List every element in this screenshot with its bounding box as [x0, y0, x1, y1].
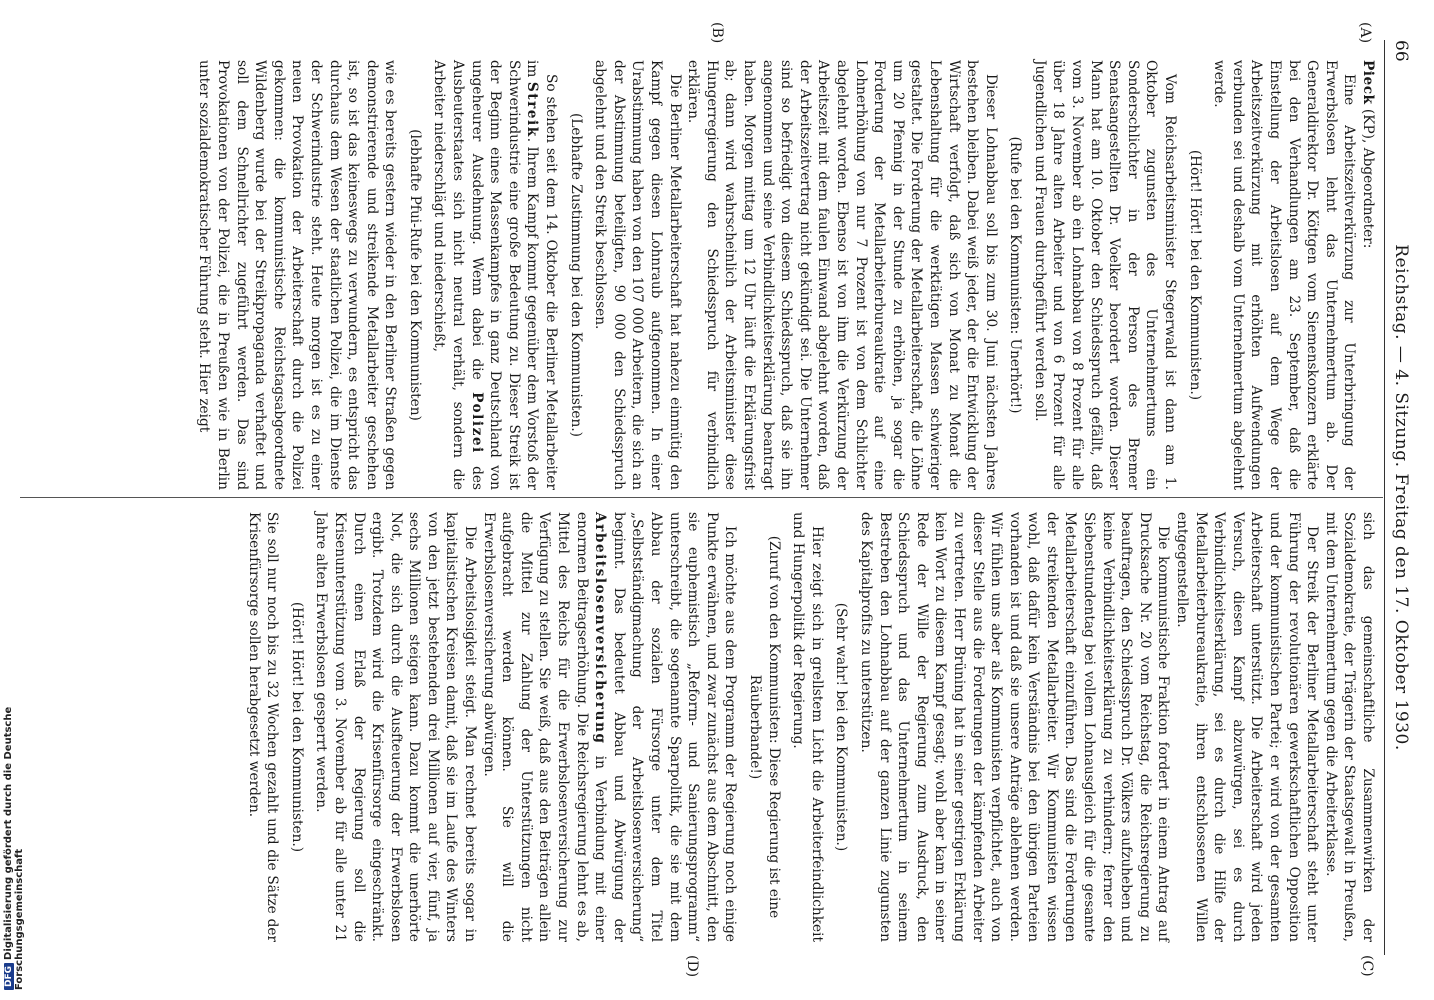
page-title: Reichstag. — 4. Sitzung. Freitag den 17. Oktober 1930.	[1391, 244, 1411, 751]
margin-marker-b: (B)	[709, 22, 725, 44]
footer-text: Digitalisierung gefördert durch die Deutsche Forschungsgemeinschaft	[3, 706, 25, 990]
interjection: (Hört! Hört! bei den Kommunisten.)	[1186, 149, 1203, 401]
paragraph: Vom Reichsarbeitsminister Stegerwald ist dann am 1. Oktober zugunsten des Unternehmertums ein Sonderschlichter in der Person des Bremer Senatsangestellten Dr. Voelker beordert worden. Dieser Mann hat am 10. Oktober den Schiedsspruch gefällt, daß vom 3. November ab ein Lohnabbau von 8 Prozent für alle über 18 Jahre alten Arbeiter und von 6 Prozent für alle Jugendlichen und Frauen durchgeführt werden soll.	[1031, 60, 1179, 490]
page-number: 66	[1391, 40, 1411, 62]
paragraph: Der Streik der Berliner Metallarbeiterschaft steht unter Führung der revolutionären gewerkschaftlichen Opposition und der kommunistischen Partei; er wird von der gesamten Arbeiterschaft unterstützt. Die Arbeiterschaft wird jeden Versuch, diesen Kampf abzuwürgen, sei es durch Verbindlichkeitserklärung, sei es durch die Hilfe der Metallarbeiterbureaukratie, ihren entschlossenen Willen entgegenstellen.	[1174, 512, 1321, 942]
digitization-footer	[3, 590, 25, 990]
interjection: (Hört! Hört! bei den Kommunisten.)	[288, 601, 305, 853]
interjection: (Rufe bei den Kommunisten: Unerhört!)	[1007, 136, 1024, 414]
paragraph: sich das gemeinschaftliche Zusammenwirken der Sozialdemokratie, der Trägerin der Staatsgewalt in Preußen, mit dem Unternehmertum gegen die Arbeiterklasse.	[1322, 512, 1376, 942]
emphasis-text: Polizei	[468, 392, 485, 454]
paragraph: Die Arbeitslosigkeit steigt. Man rechnet bereits sogar in kapitalistischen Kreisen damit, daß sie im Laufe des Winters von den jetzt bestehenden drei Millionen auf vier, fünf, ja sechs Millionen steigen kann. Dazu kommt die unerhörte Not, die sich durch die Ausfteuerung der Erwerbslosen ergibt. Trotzdem wird die Krisenfürsorge eingeschränkt. Durch einen Erlaß der Regierung soll die Krisenunterstützung vom 3. November ab für alle unter 21 Jahre alten Erwerbslosen gesperrt werden.	[313, 512, 479, 942]
paragraph	[479, 512, 739, 942]
header-rule	[1384, 40, 1385, 955]
margin-marker-c: (C)	[1359, 955, 1375, 977]
speaker-party: (KP), Abgeordneter:	[1360, 104, 1376, 249]
speaker-name: Pieck	[1360, 60, 1376, 105]
text-run: Ich möchte aus dem Programm der Regierung noch einige Punkte erwähnen, und zwar zunächst aus dem Abschnitt, den sie euphemistisch „Reform- und Sanierungsprogramm“ unterschreibt, die sogenannte Sparpolitik, die sie mit dem Abbau der sozialen Fürsorge unter dem Titel „Selbstständigmachung der Arbeitslosenversicherung“ beginnt. Das bedeutet Abbau und Abwürgung der	[610, 512, 739, 942]
interjection: (Sehr wahr! bei den Kommunisten.)	[833, 602, 850, 852]
speaker-line	[1358, 60, 1377, 490]
text-run: in Verbindung mit einer enormen Beitragserhöhung. Die Reichsregierung lehnt es ab, Mittel des Reichs für die Erwerbslosenversicherung zur Verfügung zu stellen. Sie weiß, daß aus den Beiträgen allein die Mittel zur Zahlung der Unterstützungen nicht aufgebracht werden können. Sie will die Erwerbslosenversicherung abwürgen.	[480, 512, 609, 942]
paragraph: wie es bereits gestern wieder in den Berliner Straßen gegen demonstrierende und streikende Metallarbeiter geschehen ist, so ist das keineswegs zu verwundern, es entspricht das durchaus dem Wesen der staatlichen Polizei, die im Dienste der Schwerindustrie steht. Heute morgen ist es zu einer neuen Provokation der Arbeiterschaft durch die Polizei gekommen: die kommunistische Reichstagsabgeordnete Wildenberg wurde bei der Streikpropaganda verhaftet und soll dem Schnellrichter zugeführt werden. Das sind Provokationen von der Polizei, die in Preußen wie in Berlin unter sozialdemokratischer Führung steht. Hier zeigt	[196, 60, 399, 490]
left-column	[195, 60, 1377, 490]
margin-marker-a: (A)	[1357, 22, 1373, 44]
interjection: (Lebhafte Zustimmung bei den Kommunisten.)	[567, 112, 584, 438]
text-run: So stehen seit dem 14. Oktober die Berliner Metallarbeiter im	[524, 60, 560, 490]
text-run: des Ausbeuterstaates sich nicht neutral verhält, sondern die Arbeiter niederschlägt und niederschießt,	[431, 60, 485, 490]
text-run: . Ihrem Kampf kommt gegenüber dem Vorstoß der Schwerindustrie eine große Bedeutung zu. Dieser Streik ist der Beginn eines Massenkampfes in ganz Deutschland von ungeheurer Ausdehnung. Wenn dabei die	[468, 60, 541, 490]
page-header	[1383, 40, 1413, 955]
margin-marker-d: (D)	[684, 955, 700, 978]
paragraph	[430, 60, 560, 490]
paragraph: Die kommunistische Fraktion fordert in einem Antrag auf Drucksache Nr. 20 vom Reichstag, die Reichsregierung zu beauftragen, den Schiedsspruch Dr. Völkers aufzuheben und keine Verbindlichkeitserklärung zu verhindern; ferner den Siebenstundentag bei vollem Lohnausgleich für die gesamte Metallarbeiterschaft einzuführen. Das sind die Forderungen der streikenden Metallarbeiter. Wir Kommunisten wissen wohl, daß dafür kein Verständnis bei den übrigen Parteien vorhanden ist und daß sie unsere Anträge ablehnen werden. Wir fühlen uns aber als Kommunisten verpflichtet, auch von dieser Stelle aus die Forderungen der kämpfenden Arbeiter zu vertreten. Herr Brüning hat in seiner gestrigen Erklärung kein Wort zu diesem Kampf gesagt; wohl aber kam in seiner Rede der Wille der Regierung zum Ausdruck, den Schiedsspruch und das Unternehmertum in seinem Bestreben den Lohnabbau auf der ganzen Linie zugunsten des Kapitalprofits zu unterstützen.	[857, 512, 1172, 942]
column-divider	[20, 497, 1383, 498]
right-column	[244, 512, 1377, 942]
paragraph: Dieser Lohnabbau soll bis zum 30. Juni nächsten Jahres bestehen bleiben. Dabei weiß jeder, der die Entwicklung der Wirtschaft verfolgt, daß sich von Monat zu Monat die Lebenshaltung für die werktätigen Massen schwieriger gestaltet. Die Forderung der Metallarbeiterschaft, die Löhne um 20 Pfennig in der Stunde zu erhöhen, ja sogar die Forderung der Metallarbeiterbureaukratie auf eine Lohnerhöhung von nur 7 Prozent ist von dem Schlichter abgelehnt worden. Ebenso ist von ihm die Verkürzung der Arbeitszeit mit dem faulen Einwand abgelehnt worden, daß der Arbeitszeitvertrag nicht gekündigt sei. Die Unternehmer sind so befriedigt von diesem Schiedsspruch, daß sie ihn angenommen und seine Verbindlichkeitserklärung beantragt haben. Morgen mittag um 12 Uhr läuft die Erklärungsfrist ab; dann wird wahrscheinlich der Arbeitsminister diese Hungerregierung den Schiedsspruch für verbindlich erklären.	[685, 60, 999, 490]
emphasis-text: Streik	[524, 81, 541, 138]
dfg-logo: DFG	[4, 963, 14, 990]
emphasis-text: Arbeitslosenversicherung	[592, 512, 609, 745]
paragraph: Hier zeigt sich in grellstem Licht die Arbeiterfeindlichkeit und Hungerpolitik der Regierung.	[790, 512, 825, 942]
paragraph: Sie soll nur noch bis zu 32 Wochen gezahlt und die Sätze der Krisenfürsorge sollen herabgesetzt werden.	[245, 512, 281, 942]
interjection: (lebhafte Pfui-Rufe bei den Kommunisten)	[406, 129, 423, 421]
interjection: (Zuruf von den Kommunisten: Diese Regierung ist eine Räuberbande!)	[747, 535, 782, 919]
paragraph: Die Berliner Metallarbeiterschaft hat nahezu einmütig den Kampf gegen diesen Lohnraub aufgenommen. In einer Urabstimmung haben von den 107 000 Arbeitern, die sich an der Abstimmung beteiligten, 90 000 den Schiedsspruch abgelehnt und den Streik beschlossen.	[592, 60, 683, 490]
paragraph: Eine Arbeitszeitverkürzung zur Unterbringung der Erwerbslosen lehnt das Unternehmertum ab. Der Generaldirektor Dr. Köttgen vom Siemenskonzern erklärte bei den Verhandlungen am 23. September, daß die Einstellung der Arbeitslosen auf dem Wege der Arbeitszeitverkürzung mit erhöhten Aufwendungen verbunden sei und deshalb vom Unternehmertum abgelehnt werde.	[1211, 60, 1358, 490]
